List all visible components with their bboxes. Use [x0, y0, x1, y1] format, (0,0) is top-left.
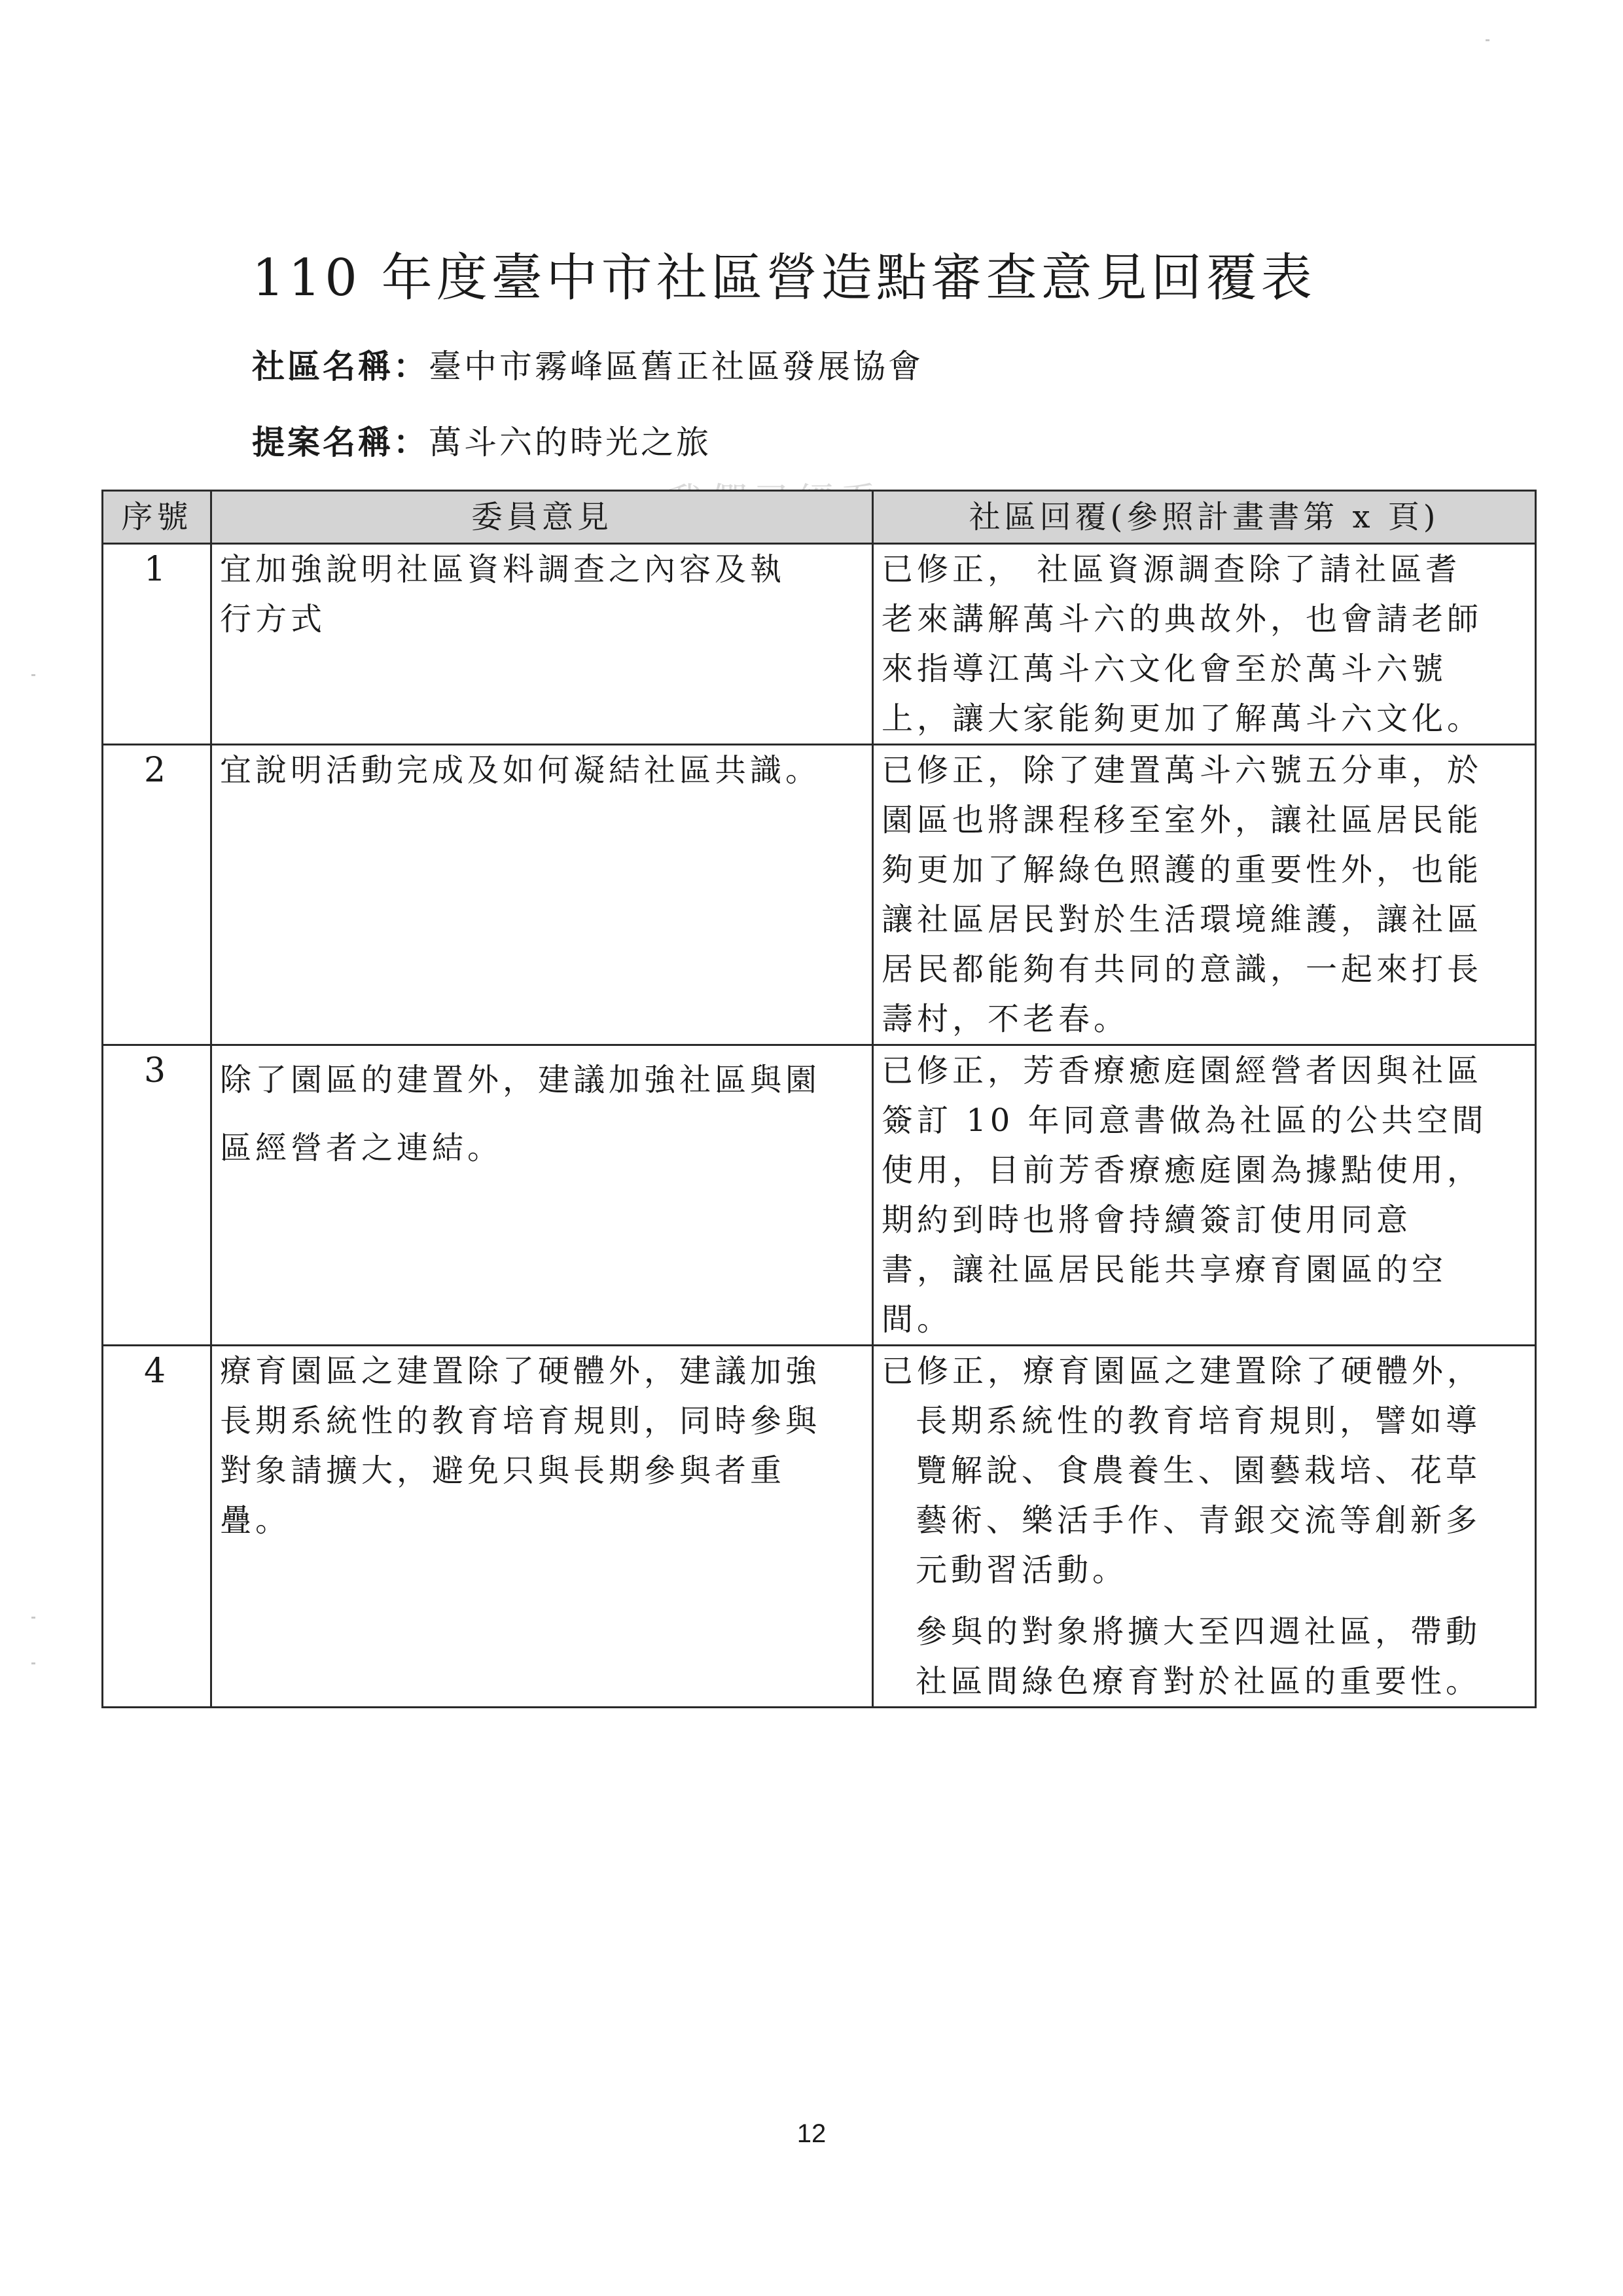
response-line: 園區也將課程移至室外，讓社區居民能: [882, 802, 1483, 838]
row-number: 2: [103, 745, 211, 1045]
opinion-line: 宜加強說明社區資料調查之內容及執: [220, 551, 786, 588]
proposal-name-value: 萬斗六的時光之旅: [429, 423, 711, 461]
proposal-name-label: 提案名稱：: [252, 423, 429, 461]
response-cell: [873, 544, 1536, 745]
community-name-line: [252, 340, 923, 387]
response-line: 居民都能夠有共同的意識，一起來打長: [882, 951, 1483, 988]
response-line: 已修正，除了建置萬斗六號五分車，於: [882, 752, 1483, 789]
opinion-line: 宜說明活動完成及如何凝結社區共識。: [220, 752, 821, 789]
scan-speck: [31, 674, 35, 676]
community-name-value: 臺中市霧峰區舊正社區發展協會: [429, 348, 923, 386]
scan-speck: [31, 1662, 35, 1664]
row-number: 1: [103, 544, 211, 745]
table-row: [103, 745, 1536, 1045]
response-cell: [873, 1045, 1536, 1346]
response-line: 書，讓社區居民能共享療育園區的空: [882, 1251, 1448, 1288]
response-line: 讓社區居民對於生活環境維護，讓社區: [882, 901, 1483, 938]
opinion-line: 長期系統性的教育培育規則，同時參與: [220, 1403, 821, 1439]
opinion-cell: [211, 745, 873, 1045]
table-row: [103, 544, 1536, 745]
table-row: [103, 1045, 1536, 1346]
response-line: 老來講解萬斗六的典故外，也會請老師: [882, 601, 1483, 637]
response-line: 上，讓大家能夠更加了解萬斗六文化。: [882, 700, 1483, 737]
response-line: 間。: [882, 1301, 953, 1338]
response-line: 簽訂 10 年同意書做為社區的公共空間: [882, 1102, 1488, 1139]
header-serial-number: 序號: [103, 491, 211, 544]
scan-speck: [31, 1617, 35, 1619]
row-number: 4: [103, 1346, 211, 1708]
table-row: [103, 1346, 1536, 1708]
response-line: 來指導江萬斗六文化會至於萬斗六號: [882, 651, 1448, 687]
response-line: 期約到時也將會持續簽訂使用同意: [882, 1202, 1412, 1238]
header-community-response: 社區回覆(參照計畫書第 x 頁): [873, 491, 1536, 544]
response-line: 已修正， 社區資源調查除了請社區耆: [882, 551, 1461, 588]
response-cell: [873, 1346, 1536, 1708]
document-title: 110 年度臺中市社區營造點審查意見回覆表: [252, 249, 1316, 308]
opinion-line: 除了園區的建置外，建議加強社區與園: [220, 1062, 821, 1098]
table-header-row: [103, 491, 1536, 544]
response-line: 藝術、樂活手作、青銀交流等創新多: [916, 1502, 1482, 1539]
scan-speck: [1486, 39, 1489, 41]
review-response-table: [101, 490, 1537, 1708]
opinion-line: 行方式: [220, 601, 327, 637]
response-line: 壽村，不老春。: [882, 1001, 1130, 1037]
response-line: 已修正，療育園區之建置除了硬體外，: [882, 1353, 1483, 1390]
response-line: 社區間綠色療育對於社區的重要性。: [916, 1663, 1482, 1700]
response-cell: [873, 745, 1536, 1045]
response-line: 夠更加了解綠色照護的重要性外，也能: [882, 852, 1483, 888]
response-line: 使用，目前芳香療癒庭園為據點使用，: [882, 1152, 1483, 1189]
opinion-line: 對象請擴大，避免只與長期參與者重: [220, 1452, 786, 1489]
response-line: 參與的對象將擴大至四週社區，帶動: [916, 1613, 1482, 1650]
community-name-label: 社區名稱：: [252, 347, 429, 386]
opinion-line: 疊。: [220, 1502, 291, 1539]
proposal-name-line: [252, 416, 711, 463]
opinion-cell: [211, 1346, 873, 1708]
opinion-cell: [211, 544, 873, 745]
page-number: 12: [796, 2119, 827, 2148]
opinion-line: 療育園區之建置除了硬體外，建議加強: [220, 1353, 821, 1390]
opinion-line: 區經營者之連結。: [220, 1130, 503, 1166]
response-line: 長期系統性的教育培育規則，譬如導: [916, 1403, 1482, 1439]
row-number: 3: [103, 1045, 211, 1346]
header-committee-opinion: 委員意見: [211, 491, 873, 544]
response-line: 元動習活動。: [916, 1552, 1128, 1588]
opinion-cell: [211, 1045, 873, 1346]
response-line: 已修正，芳香療癒庭園經營者因與社區: [882, 1052, 1483, 1089]
response-line: 覽解說、食農養生、園藝栽培、花草: [916, 1452, 1482, 1489]
